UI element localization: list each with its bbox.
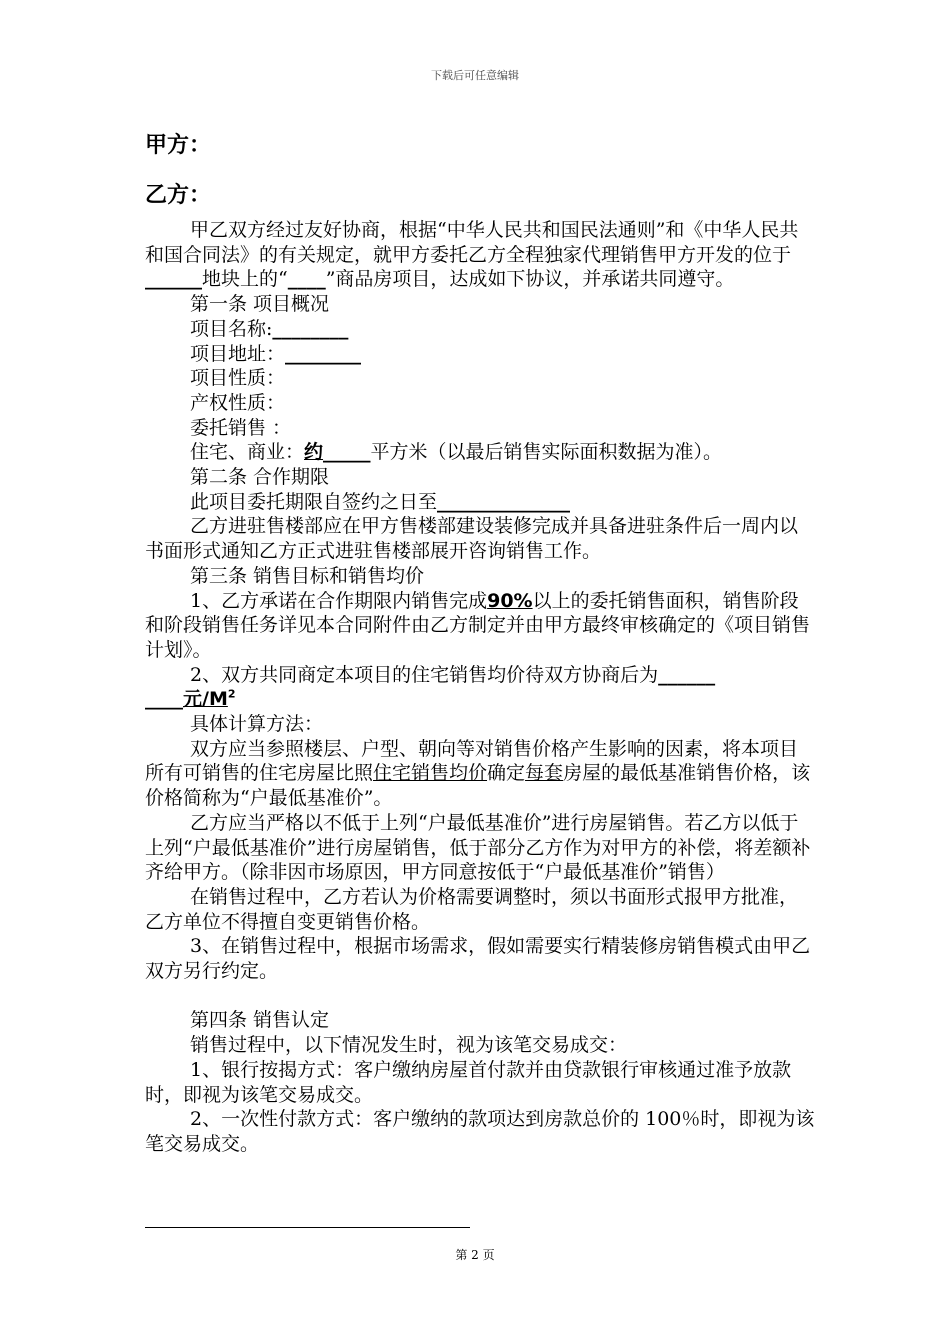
area-approx: 约 (304, 441, 324, 464)
sales-target-text-2: 以上的委托销售面积，销售阶段和阶段销售任务详见本合同附件由乙方制定并由甲方最终审核确定的《项目销售计划》。 (145, 589, 811, 661)
calc-underline-1: 住宅销售均价 (373, 762, 488, 785)
price-unit-superscript: 2 (227, 688, 236, 702)
average-price-text: 2、双方共同商定本项目的住宅销售均价待双方协商后为 (190, 663, 659, 686)
project-name-line (145, 317, 815, 342)
project-address-field: ________ (285, 342, 362, 365)
calculation-method-label: 具体计算方法： (190, 713, 324, 736)
party-b-label: 乙方： (145, 183, 212, 208)
article-2-title: 第二条 合作期限 (190, 466, 330, 489)
calc-text-1: 双方应当参照楼层、户型、朝向等对销售价格产生影响的因素，将本项目所有可销售的住宅房屋比照 (145, 737, 799, 785)
sales-target-paragraph (145, 589, 815, 663)
project-address-label: 项目地址： (190, 342, 286, 365)
intro-text-3: ”商品房项目，达成如下协议，并承诺共同遵守。 (325, 268, 735, 291)
article-3-title: 第三条 销售目标和销售均价 (190, 564, 425, 587)
article-4-title: 第四条 销售认定 (190, 1009, 330, 1032)
area-note: 平方米（以最后销售实际面积数据为准）。 (370, 441, 723, 464)
paragraph-spacer (145, 984, 815, 1009)
average-price-paragraph (145, 663, 815, 712)
project-address-line (145, 342, 815, 367)
project-name-label: 项目名称: (190, 317, 273, 340)
intro-text-2: 地块上的“ (202, 268, 288, 291)
calc-underline-2: 每套 (525, 762, 564, 785)
calculation-paragraph-1 (145, 737, 815, 811)
calculation-paragraph-3: 在销售过程中，乙方若认为价格需要调整时，须以书面形式报甲方批准，乙方单位不得擅自变更销售价格。 (145, 885, 799, 933)
party-a-label: 甲方： (145, 133, 212, 158)
average-price-blank-2: ____ (145, 688, 183, 711)
intro-paragraph (145, 218, 815, 292)
area-line (145, 440, 815, 465)
entry-paragraph: 乙方进驻售楼部应在甲方售楼部建设装修完成并具备进驻条件后一周内以书面形式通知乙方正式进驻售楼部展开咨询销售工作。 (145, 515, 799, 563)
contract-body (145, 218, 815, 1157)
calc-text-2: 确定 (487, 762, 526, 785)
period-blank: ______________ (437, 490, 571, 513)
project-name-field: ________ (272, 317, 349, 340)
intro-text-1: 甲乙双方经过友好协商，根据“中华人民共和国民法通则”和《中华人民共和国合同法》的有关规定，就甲方委托乙方全程独家代理销售甲方开发的位于 (145, 219, 799, 266)
project-name-blank: ____ (287, 268, 326, 291)
price-unit: 元/M (183, 688, 228, 711)
area-blank: _____ (323, 441, 371, 464)
page-number: 第 2 页 (455, 1248, 495, 1262)
property-nature-line: 产权性质： (190, 391, 286, 414)
sales-target-percent: 90% (487, 589, 533, 612)
period-text: 此项目委托期限自签约之日至 (190, 490, 438, 513)
sales-confirm-intro: 销售过程中，以下情况发生时，视为该笔交易成交： (190, 1034, 628, 1057)
article-1-title: 第一条 项目概况 (190, 293, 330, 316)
location-blank: ______ (145, 268, 202, 291)
project-nature-line: 项目性质： (190, 367, 286, 390)
footer-rule (145, 1227, 470, 1228)
decoration-paragraph: 3、在销售过程中，根据市场需求，假如需要实行精装修房销售模式由甲乙双方另行约定。 (145, 935, 811, 983)
page-header-note: 下载后可任意编辑 (431, 69, 519, 82)
calc-text-3: 房屋的最低基准销售价格，该价格简称为“户最低基准价”。 (145, 762, 811, 810)
mortgage-paragraph: 1、银行按揭方式：客户缴纳房屋首付款并由贷款银行审核通过准予放款时，即视为该笔交易成交。 (145, 1058, 792, 1106)
period-line (145, 490, 815, 515)
entrusted-sales-line: 委托销售 ： (190, 416, 292, 439)
lump-sum-paragraph: 2、一次性付款方式：客户缴纳的款项达到房款总价的 100％时，即视为该笔交易成交。 (145, 1108, 815, 1155)
calculation-paragraph-2: 乙方应当严格以不低于上列“户最低基准价”进行房屋销售。若乙方以低于上列“户最低基准价”进行房屋销售，低于部分乙方作为对甲方的补偿，将差额补齐给甲方。（除非因市场原因，甲方同意按低于“户最低基准价”销售） (145, 811, 811, 884)
sales-target-text-1: 1、乙方承诺在合作期限内销售完成 (190, 589, 488, 612)
area-label: 住宅、商业： (190, 441, 305, 464)
average-price-blank: ______ (658, 663, 716, 686)
